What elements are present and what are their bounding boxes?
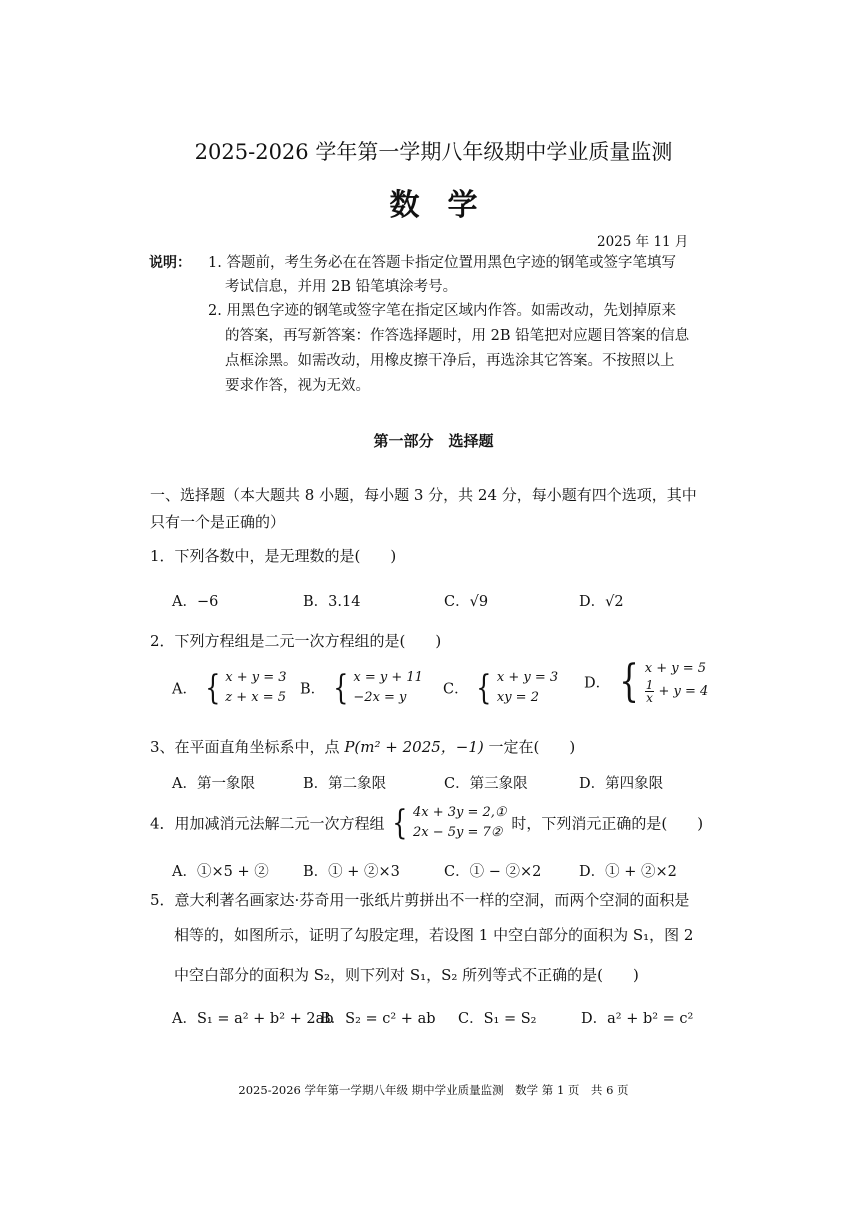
left-brace: { (333, 668, 349, 709)
equation: −2x = y (353, 690, 407, 706)
q3-option-d: D．第四象限 (579, 776, 664, 792)
question-3-stem (150, 736, 575, 757)
q5-option-b: B．S₂ = c² + ab (320, 1011, 436, 1027)
q4-equation-system (389, 803, 506, 843)
stem-text: 4．用加减消元法解二元一次方程组 (150, 814, 385, 833)
equation (645, 679, 709, 704)
q4-option-a: A．①×5 + ② (172, 864, 269, 880)
question-2-stem: 2．下列方程组是二元一次方程组的是( ) (150, 632, 442, 650)
note-line: 考试信息，并用 2B 铅笔填涂考号。 (225, 279, 458, 295)
equation: x + y = 5 (644, 661, 707, 677)
section-title: 第一部分 选择题 (373, 432, 494, 450)
note-line: 要求作答，视为无效。 (225, 378, 370, 394)
stem-text: 时，下列消元正确的是( ) (511, 814, 704, 833)
equation-2: 2x − 5y = 7② (412, 825, 503, 841)
q1-option-d: D．√2 (579, 594, 624, 610)
note-line: 1. 答题前，考生务必在在答题卡指定位置用黑色字迹的钢笔或签字笔填写 (208, 255, 676, 271)
q2-option-a (172, 668, 287, 708)
exam-title: 2025-2026 学年第一学期八年级期中学业质量监测 (194, 140, 673, 164)
equation: x + y = 3 (225, 670, 287, 685)
q3-option-c: C．第三象限 (444, 776, 528, 792)
q1-option-c: C．√9 (444, 594, 489, 610)
left-brace: { (204, 668, 220, 709)
q3-option-a: A．第一象限 (172, 776, 255, 792)
equation: x + y = 3 (496, 670, 559, 685)
fraction (645, 679, 655, 704)
left-brace: { (476, 668, 492, 709)
question-4-stem (150, 803, 703, 843)
q2-option-c-system (473, 668, 558, 708)
q4-option-b: B．① + ②×3 (303, 864, 400, 880)
q4-option-c: C．① − ②×2 (444, 864, 542, 880)
q3-option-b: B．第二象限 (303, 776, 387, 792)
equation-rest: + y = 4 (654, 683, 709, 699)
q1-option-b: B．3.14 (303, 594, 361, 610)
equation: xy = 2 (496, 690, 539, 706)
question-5-stem: 相等的，如图所示，证明了勾股定理，若设图 1 中空白部分的面积为 S₁，图 2 (174, 926, 694, 944)
equation: x = y + 11 (353, 670, 423, 685)
q2-option-d-system (615, 656, 709, 707)
equation: z + x = 5 (225, 690, 287, 706)
q4-option-d: D．① + ②×2 (579, 864, 677, 880)
numerator: 1 (645, 677, 654, 692)
q2-option-label: D． (584, 675, 611, 692)
page-footer: 2025-2026 学年第一学期八年级 期中学业质量监测 数学 第 1 页 共 6 页 (238, 1083, 629, 1097)
left-brace: { (618, 656, 639, 707)
q2-option-b-system (330, 668, 423, 708)
section-instructions: 只有一个是正确的） (150, 513, 286, 531)
denominator: x (646, 690, 653, 705)
question-5-stem: 中空白部分的面积为 S₂，则下列对 S₁，S₂ 所列等式不正确的是( ) (174, 966, 639, 984)
point-expression: P(m² + 2025，−1) (344, 738, 484, 756)
section-instructions: 一、选择题（本大题共 8 小题，每小题 3 分，共 24 分，每小题有四个选项，其中 (150, 486, 697, 504)
q2-option-label: B． (300, 681, 326, 698)
q2-option-c (443, 668, 558, 708)
equation-1: 4x + 3y = 2,① (412, 805, 507, 820)
q2-option-a-system (202, 668, 287, 708)
q2-option-d (584, 656, 709, 707)
exam-date: 2025 年 11 月 (597, 234, 689, 250)
notes-label: 说明： (149, 255, 191, 271)
stem-text: 3、在平面直角坐标系中，点 (150, 738, 345, 756)
subject-title: 数学 (389, 188, 506, 223)
note-line: 的答案，再写新答案：作答选择题时，用 2B 铅笔把对应题目答案的信息 (225, 328, 690, 344)
question-5-stem: 5．意大利著名画家达·芬奇用一张纸片剪拼出不一样的空洞，而两个空洞的面积是 (150, 891, 690, 909)
q5-option-c: C．S₁ = S₂ (458, 1011, 537, 1027)
note-line: 2. 用黑色字迹的钢笔或签字笔在指定区域内作答。如需改动，先划掉原来 (208, 303, 676, 319)
stem-text: 一定在( ) (483, 738, 576, 756)
q2-option-label: C． (443, 681, 469, 698)
question-1-stem: 1．下列各数中，是无理数的是( ) (150, 547, 397, 565)
note-line: 点框涂黑。如需改动，用橡皮擦干净后，再选涂其它答案。不按照以上 (225, 353, 675, 369)
left-brace: { (392, 803, 408, 844)
q5-option-d: D．a² + b² = c² (581, 1011, 694, 1027)
q2-option-label: A． (172, 681, 197, 698)
q5-option-a: A．S₁ = a² + b² + 2ab (172, 1011, 334, 1027)
q2-option-b (300, 668, 423, 708)
q1-option-a: A．−6 (172, 594, 219, 610)
